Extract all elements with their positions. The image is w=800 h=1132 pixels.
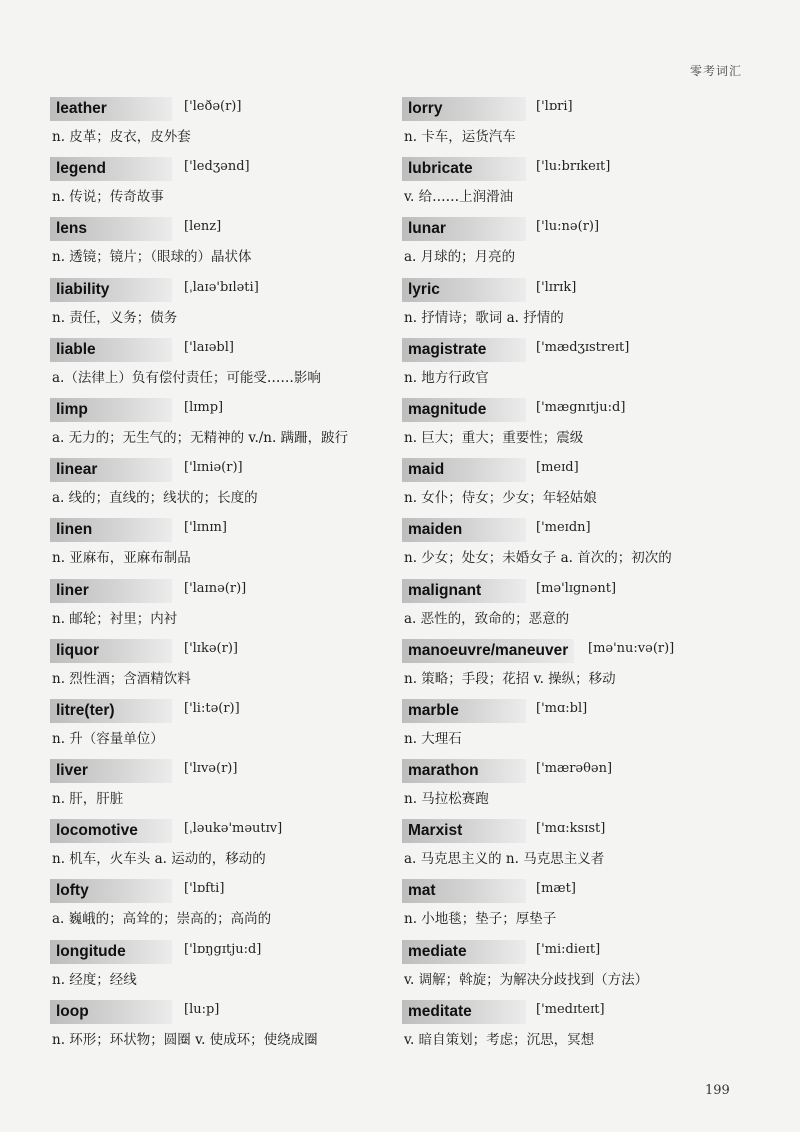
entry-definition: n. 机车，火车头 a. 运动的，移动的 [52,851,266,868]
vocab-entry [50,155,380,215]
entry-word: manoeuvre/maneuver [402,639,574,663]
entry-word: mat [402,879,526,903]
entry-definition: n. 策略；手段；花招 v. 操纵；移动 [404,670,616,687]
entry-head [50,577,380,605]
entry-word: mediate [402,940,526,964]
entry-phonetic: ['ledʒənd] [184,159,250,175]
entry-word: liquor [50,639,172,663]
entry-word: meditate [402,1000,526,1024]
vocab-entry [50,817,380,877]
entry-head [50,637,380,665]
entry-head [402,817,732,845]
entry-definition: n. 马拉松赛跑 [404,791,489,808]
vocab-entry [402,637,732,697]
entry-head [50,757,380,785]
entry-head [50,155,380,183]
entry-definition: n. 小地毯；垫子；厚垫子 [404,911,557,928]
entry-phonetic: ['mi:dieɪt] [536,941,601,957]
entry-definition: n. 邮轮；衬里；内衬 [52,610,178,627]
entry-head [50,998,380,1026]
page-number: 199 [705,1083,730,1098]
entry-word: lyric [402,278,526,302]
entry-word: magnitude [402,398,526,422]
entry-word: magistrate [402,338,526,362]
vocab-entry [402,456,732,516]
entry-head [402,877,732,905]
entry-head [402,276,732,304]
entry-head [50,336,380,364]
vocab-entry [402,276,732,336]
vocab-entry [402,336,732,396]
vocab-entry [402,998,732,1058]
entry-word: maid [402,458,526,482]
entry-definition: n. 少女；处女；未婚女子 a. 首次的；初次的 [404,550,672,567]
entry-phonetic: [ˌlaɪə'bɪləti] [184,279,259,295]
entry-word: liable [50,338,172,362]
entry-definition: n. 经度；经线 [52,971,137,988]
entry-head [402,938,732,966]
entry-definition: n. 皮革；皮衣，皮外套 [52,129,191,145]
vocab-entry [402,516,732,576]
entry-word: lorry [402,97,526,121]
entry-phonetic: [lenz] [184,219,222,235]
entry-head [50,276,380,304]
entry-phonetic: [mə'nu:və(r)] [588,640,675,656]
entry-definition: v. 暗自策划；考虑；沉思，冥想 [404,1031,595,1048]
entry-word: leather [50,97,172,121]
entry-head [402,637,732,665]
entry-word: maiden [402,518,526,542]
entry-phonetic: ['lɪkə(r)] [184,640,238,656]
entry-definition: a. 巍峨的；高耸的；崇高的；高尚的 [52,911,272,928]
vocab-entry [402,817,732,877]
left-column [50,95,380,1058]
entry-word: linen [50,518,172,542]
entry-definition: a.（法律上）负有偿付责任；可能受……影响 [52,369,321,386]
vocab-entry [50,276,380,336]
vocab-entry [402,215,732,275]
entry-head [402,456,732,484]
vocab-entry [402,877,732,937]
vocab-entry [402,697,732,757]
entry-word: limp [50,398,172,422]
entry-word: locomotive [50,819,172,843]
vocab-entry [50,336,380,396]
right-column [402,95,732,1058]
vocab-entry [402,938,732,998]
entry-head [402,577,732,605]
vocab-entry [50,637,380,697]
entry-phonetic: ['meɪdn] [536,520,591,536]
vocab-entry [402,396,732,456]
entry-definition: v. 调解；斡旋；为解决分歧找到（方法） [404,971,649,988]
entry-phonetic: ['medɪteɪt] [536,1001,605,1017]
entry-word: longitude [50,940,172,964]
entry-definition: n. 卡车，运货汽车 [404,129,516,145]
entry-phonetic: ['lɒŋgɪtju:d] [184,941,262,957]
vocab-entry [50,95,380,155]
entry-phonetic: ['lɪnɪn] [184,520,227,536]
vocab-entry [50,697,380,757]
entry-phonetic: ['mɑ:ksɪst] [536,821,606,837]
entry-phonetic: ['lɪvə(r)] [184,761,238,777]
entry-head [402,396,732,424]
entry-head [50,817,380,845]
entry-definition: v. 给……上润滑油 [404,189,514,206]
vocab-entry [50,456,380,516]
entry-head [50,95,380,123]
entry-word: liver [50,759,172,783]
vocab-entry [402,95,732,155]
entry-definition: a. 月球的；月亮的 [404,249,516,266]
entry-phonetic: ['mærəθən] [536,761,613,777]
entry-phonetic: ['lɒri] [536,99,573,114]
vocab-entry [402,155,732,215]
entry-phonetic: [ˌləukə'məutɪv] [184,821,283,837]
entry-head [50,938,380,966]
vocab-entry [50,577,380,637]
entry-head [402,336,732,364]
vocab-entry [50,516,380,576]
entry-phonetic: ['laɪəbl] [184,339,234,355]
entry-definition: n. 传说；传奇故事 [52,189,164,206]
entry-head [402,757,732,785]
entry-head [50,396,380,424]
entry-phonetic: [mæt] [536,881,576,897]
entry-definition: n. 亚麻布，亚麻布制品 [52,550,191,567]
entry-phonetic: [meɪd] [536,460,579,476]
entry-phonetic: ['lɪrɪk] [536,279,577,295]
entry-word: lens [50,217,172,241]
entry-definition: n. 女仆；侍女；少女；年轻姑娘 [404,490,597,507]
entry-phonetic: ['mædʒɪstreɪt] [536,339,630,355]
entry-word: legend [50,157,172,181]
entry-definition: n. 大理石 [404,730,462,747]
entry-head [50,697,380,725]
vocab-entry [402,577,732,637]
entry-head [50,456,380,484]
entry-phonetic: ['lu:brɪkeɪt] [536,159,611,175]
entry-definition: n. 环形；环状物；圆圈 v. 使成环；使绕成圈 [52,1031,318,1048]
entry-word: litre(ter) [50,699,172,723]
entry-definition: n. 责任，义务；债务 [52,309,178,326]
entry-definition: n. 抒情诗；歌词 a. 抒情的 [404,309,564,326]
entry-phonetic: ['lɒfti] [184,881,225,897]
page-header: 零考词汇 [689,64,742,78]
entry-word: liability [50,278,172,302]
entry-head [402,95,732,123]
entry-head [402,516,732,544]
vocab-entry [50,877,380,937]
entry-word: liner [50,579,172,603]
vocab-entry [50,998,380,1058]
entry-head [402,697,732,725]
entry-phonetic: [mə'lɪgnənt] [536,580,617,596]
entry-definition: n. 透镜；镜片；（眼球的）晶状体 [52,249,252,266]
entry-definition: a. 马克思主义的 n. 马克思主义者 [404,851,605,868]
entry-phonetic: ['li:tə(r)] [184,700,240,716]
entry-word: marble [402,699,526,723]
entry-definition: n. 烈性酒；含酒精饮料 [52,670,191,687]
entry-definition: a. 线的；直线的；线状的；长度的 [52,490,258,507]
entry-word: marathon [402,759,526,783]
entry-head [402,155,732,183]
entry-word: linear [50,458,172,482]
vocab-entry [50,396,380,456]
entry-definition: a. 恶性的，致命的；恶意的 [404,610,570,627]
entry-phonetic: ['mɑ:bl] [536,700,588,716]
vocab-entry [50,938,380,998]
entry-word: malignant [402,579,526,603]
entry-definition: a. 无力的；无生气的；无精神的 v./n. 蹒跚，跛行 [52,429,349,446]
entry-definition: n. 地方行政官 [404,369,489,386]
vocab-entry [50,215,380,275]
entry-phonetic: [lu:p] [184,1001,220,1017]
entry-phonetic: ['lu:nə(r)] [536,219,600,235]
entry-definition: n. 巨大；重大；重要性；震级 [404,429,584,446]
entry-phonetic: ['laɪnə(r)] [184,580,247,596]
entry-phonetic: ['mægnɪtju:d] [536,399,626,415]
entry-phonetic: ['leðə(r)] [184,99,242,114]
entry-word: lofty [50,879,172,903]
vocab-entry [50,757,380,817]
entry-head [50,516,380,544]
entry-phonetic: [lɪmp] [184,399,224,415]
entry-definition: n. 肝，肝脏 [52,791,124,808]
entry-word: lubricate [402,157,526,181]
entry-word: loop [50,1000,172,1024]
entry-word: lunar [402,217,526,241]
entry-head [50,877,380,905]
entry-head [402,998,732,1026]
entry-word: Marxist [402,819,526,843]
entry-definition: n. 升（容量单位） [52,730,164,747]
entry-head [50,215,380,243]
entry-head [402,215,732,243]
vocab-entry [402,757,732,817]
entry-phonetic: ['lɪniə(r)] [184,460,243,476]
